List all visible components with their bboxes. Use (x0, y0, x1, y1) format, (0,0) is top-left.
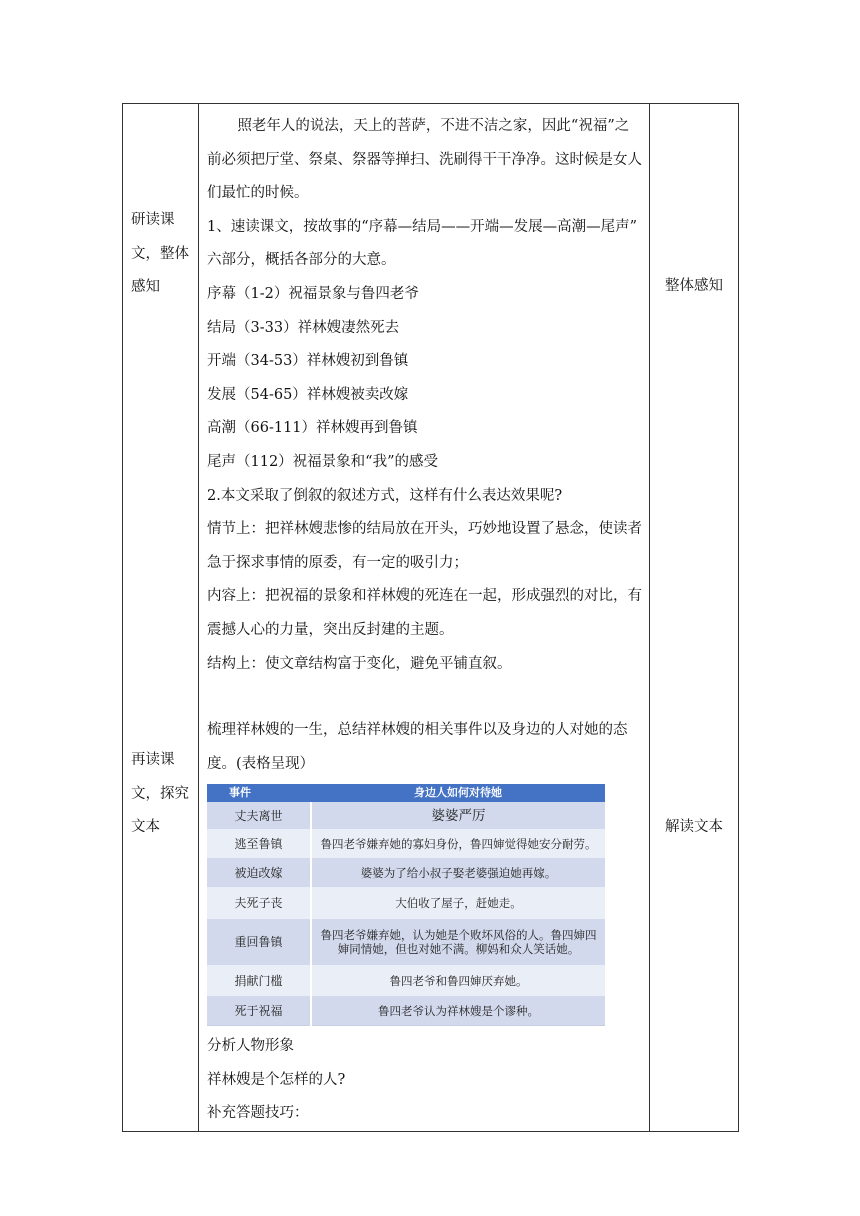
table-row (207, 858, 605, 887)
event-cell: 丈夫离世 (207, 802, 311, 829)
event-attitude-table (207, 784, 605, 1026)
header-event: 事件 (207, 784, 311, 802)
answer-tips: 补充答题技巧： (207, 1105, 309, 1122)
event-cell: 重回鲁镇 (207, 919, 311, 965)
table-row (207, 829, 605, 858)
stage-label-2: 再读课文，探究文本 (131, 752, 189, 835)
event-cell: 夫死子丧 (207, 887, 311, 919)
event-cell: 捐献门槛 (207, 965, 311, 996)
part-development: 发展（54-65）祥林嫂被卖改嫁 (207, 386, 409, 403)
attitude-cell: 鲁四老爷和鲁四婶厌弃她。 (311, 965, 605, 996)
part-epilogue: 尾声（112）祝福景象和“我”的感受 (207, 453, 439, 470)
attitude-cell: 鲁四老爷嫌弃她，认为她是个败坏风俗的人。鲁四婶四婶同情她，但也对她不满。柳妈和众人笑话她。 (311, 919, 605, 965)
attitude-cell: 鲁四老爷嫌弃她的寡妇身份，鲁四婶觉得她安分耐劳。 (311, 829, 605, 858)
goal-column (650, 104, 739, 1132)
stage-label-1: 研读课文，整体感知 (131, 212, 189, 295)
table-row (207, 887, 605, 919)
part-climax: 高潮（66-111）祥林嫂再到鲁镇 (207, 420, 418, 437)
lesson-table (122, 103, 739, 1132)
question-2: 2.本文采取了倒叙的叙述方式，这样有什么表达效果呢? (207, 487, 563, 504)
effect-plot: 情节上：把祥林嫂悲惨的结局放在开头，巧妙地设置了悬念，使读者急于探求事情的原委，有一定的吸引力； (207, 521, 642, 571)
part-ending: 结局（3-33）祥林嫂凄然死去 (207, 319, 400, 336)
content-column (199, 104, 650, 1132)
part-beginning: 开端（34-53）祥林嫂初到鲁镇 (207, 353, 409, 370)
stage-column (123, 104, 199, 1132)
part-prologue: 序幕（1-2）祝福景象与鲁四老爷 (207, 285, 419, 302)
table-row (207, 965, 605, 996)
attitude-cell: 鲁四老爷认为祥林嫂是个谬种。 (311, 996, 605, 1026)
intro-paragraph: 照老年人的说法，天上的菩萨，不进不洁之家，因此“祝福”之前必须把厅堂、祭桌、祭器等掸扫、洗刷得干干净净。这时候是女人们最忙的时候。 (207, 118, 642, 202)
event-cell: 被迫改嫁 (207, 858, 311, 887)
attitude-cell: 婆婆为了给小叔子娶老婆强迫她再嫁。 (311, 858, 605, 887)
analysis-heading: 分析人物形象 (207, 1038, 294, 1055)
goal-label-2: 解读文本 (665, 819, 723, 835)
goal-label-1: 整体感知 (665, 278, 723, 294)
task-2: 梳理祥林嫂的一生，总结祥林嫂的相关事件以及身边的人对她的态度。(表格呈现） (207, 722, 628, 772)
attitude-cell: 婆婆严厉 (311, 802, 605, 829)
event-cell: 逃至鲁镇 (207, 829, 311, 858)
table-row (207, 919, 605, 965)
event-table-header (207, 784, 605, 802)
effect-content: 内容上：把祝福的景象和祥林嫂的死连在一起，形成强烈的对比，有震撼人心的力量，突出反封建的主题。 (207, 588, 642, 638)
question-1: 1、速读课文，按故事的“序幕—结局——开端—发展—高潮—尾声” 六部分，概括各部分的大意。 (207, 218, 638, 269)
header-attitude: 身边人如何对待她 (311, 784, 605, 802)
attitude-cell: 大伯收了屋子，赶她走。 (311, 887, 605, 919)
table-row (207, 996, 605, 1026)
table-row (207, 802, 605, 829)
event-cell: 死于祝福 (207, 996, 311, 1026)
effect-structure: 结构上：使文章结构富于变化，避免平铺直叙。 (207, 655, 512, 672)
character-question: 祥林嫂是个怎样的人? (207, 1071, 346, 1088)
